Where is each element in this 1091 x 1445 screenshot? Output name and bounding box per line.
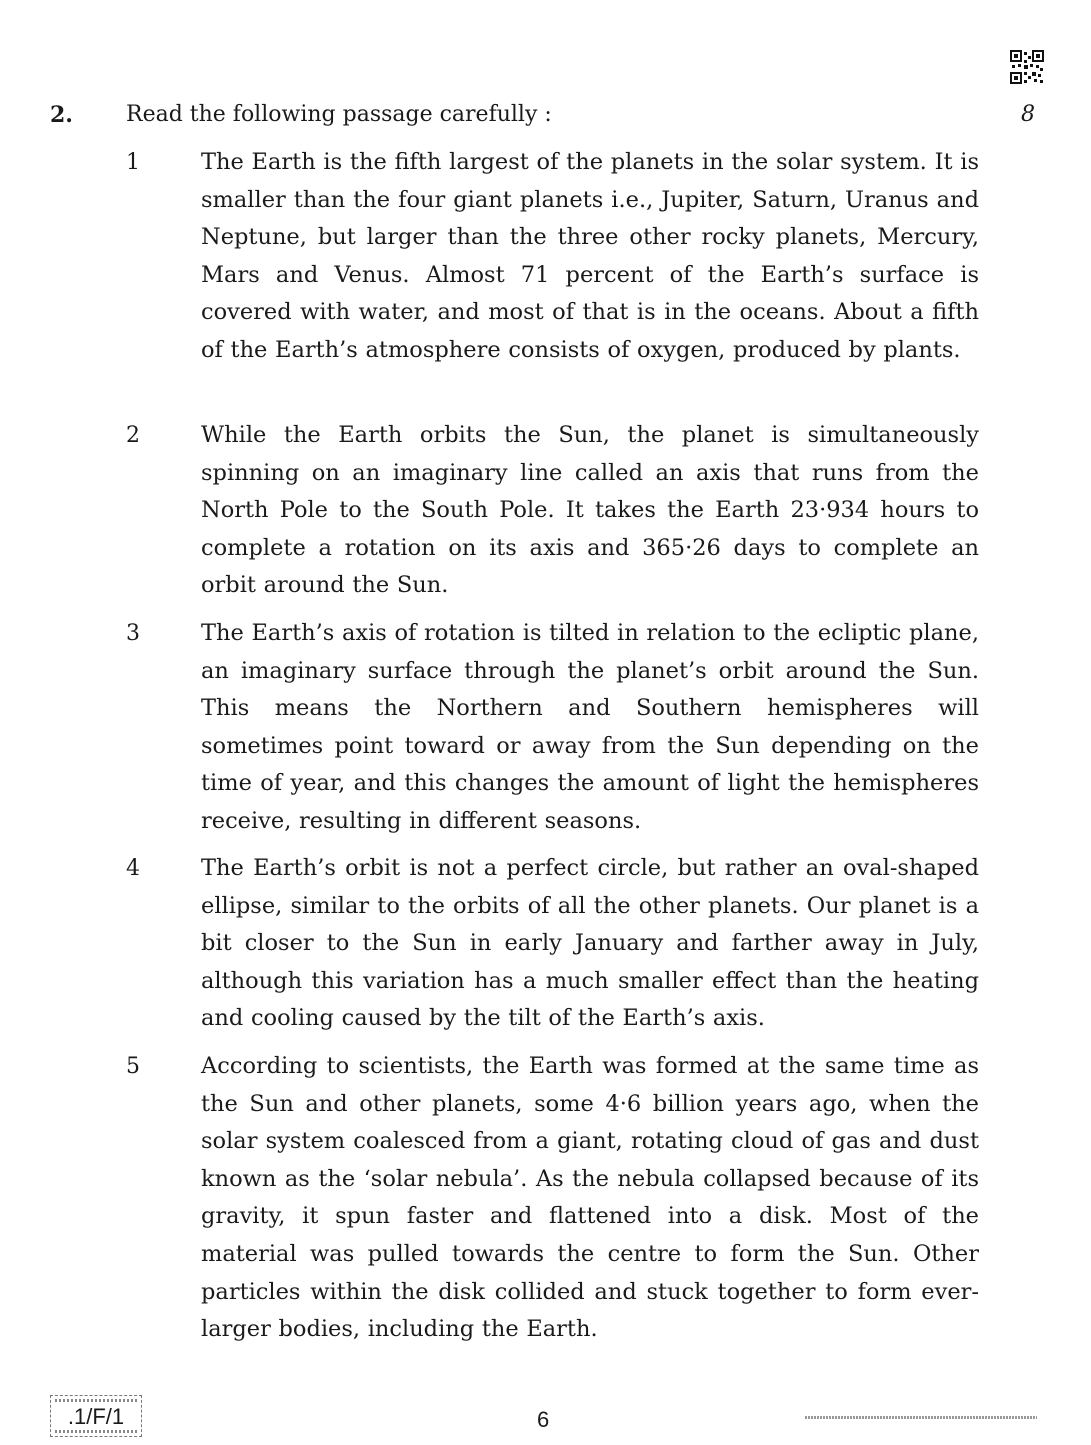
question-number: 2. [50, 102, 73, 128]
paragraph-text: According to scientists, the Earth was formed at the same time as the Sun and other planets, some 4·6 billion years ago, when the solar system coalesced from a giant, rotating cloud of gas and dust known as the ‘solar nebula’. As the nebula collapsed because of its gravity, it spun faster and flattened into a disk. Most of the material was pulled towards the centre to form the Sun. Other particles within the disk collided and stuck together to form ever-larger bodies, including the Earth. [201, 1053, 979, 1343]
paragraph-text: The Earth’s orbit is not a perfect circle, but rather an oval-shaped ellipse, similar to the orbits of all the other planets. Our planet is a bit closer to the Sun in early January and farther away in July, although this variation has a much smaller effect than the heating and cooling caused by the tilt of the Earth’s axis. [201, 855, 979, 1032]
paragraph-text: The Earth’s axis of rotation is tilted in relation to the ecliptic plane, an imaginary surface through the planet’s orbit around the Sun. This means the Northern and Southern hemispheres will sometimes point toward or away from the Sun depending on the time of year, and this changes the amount of light the hemispheres receive, resulting in different seasons. [201, 620, 979, 834]
paragraph-number: 5 [126, 1054, 140, 1079]
paragraph-text: The Earth is the fifth largest of the planets in the solar system. It is smaller than the four giant planets i.e., Jupiter, Saturn, Uranus and Neptune, but larger than the three other rocky planets, Mercury, Mars and Venus. Almost 71 percent of the Earth’s surface is covered with water, and most of that is in the oceans. About a fifth of the Earth’s atmosphere consists of oxygen, produced by plants. [201, 149, 979, 363]
paragraph-text: While the Earth orbits the Sun, the planet is simultaneously spinning on an imaginary line called an axis that runs from the North Pole to the South Pole. It takes the Earth 23·934 hours to complete a rotation on its axis and 365·26 days to complete an orbit around the Sun. [201, 422, 979, 599]
paper-code: .1/F/1 [67, 1404, 125, 1429]
qr-code-icon [1010, 50, 1044, 84]
microtext-border [55, 1430, 137, 1433]
paragraph-number: 3 [126, 621, 140, 646]
question-instruction: Read the following passage carefully : [126, 102, 552, 127]
page-number: 6 [537, 1407, 550, 1432]
question-marks: 8 [1021, 102, 1035, 127]
paragraph-number: 2 [126, 423, 140, 448]
paragraph-number: 4 [126, 856, 140, 881]
paragraph-number: 1 [126, 150, 140, 175]
microtext-border [55, 1399, 137, 1402]
security-microtext-line [805, 1416, 1037, 1419]
paper-code-box [50, 1395, 142, 1437]
